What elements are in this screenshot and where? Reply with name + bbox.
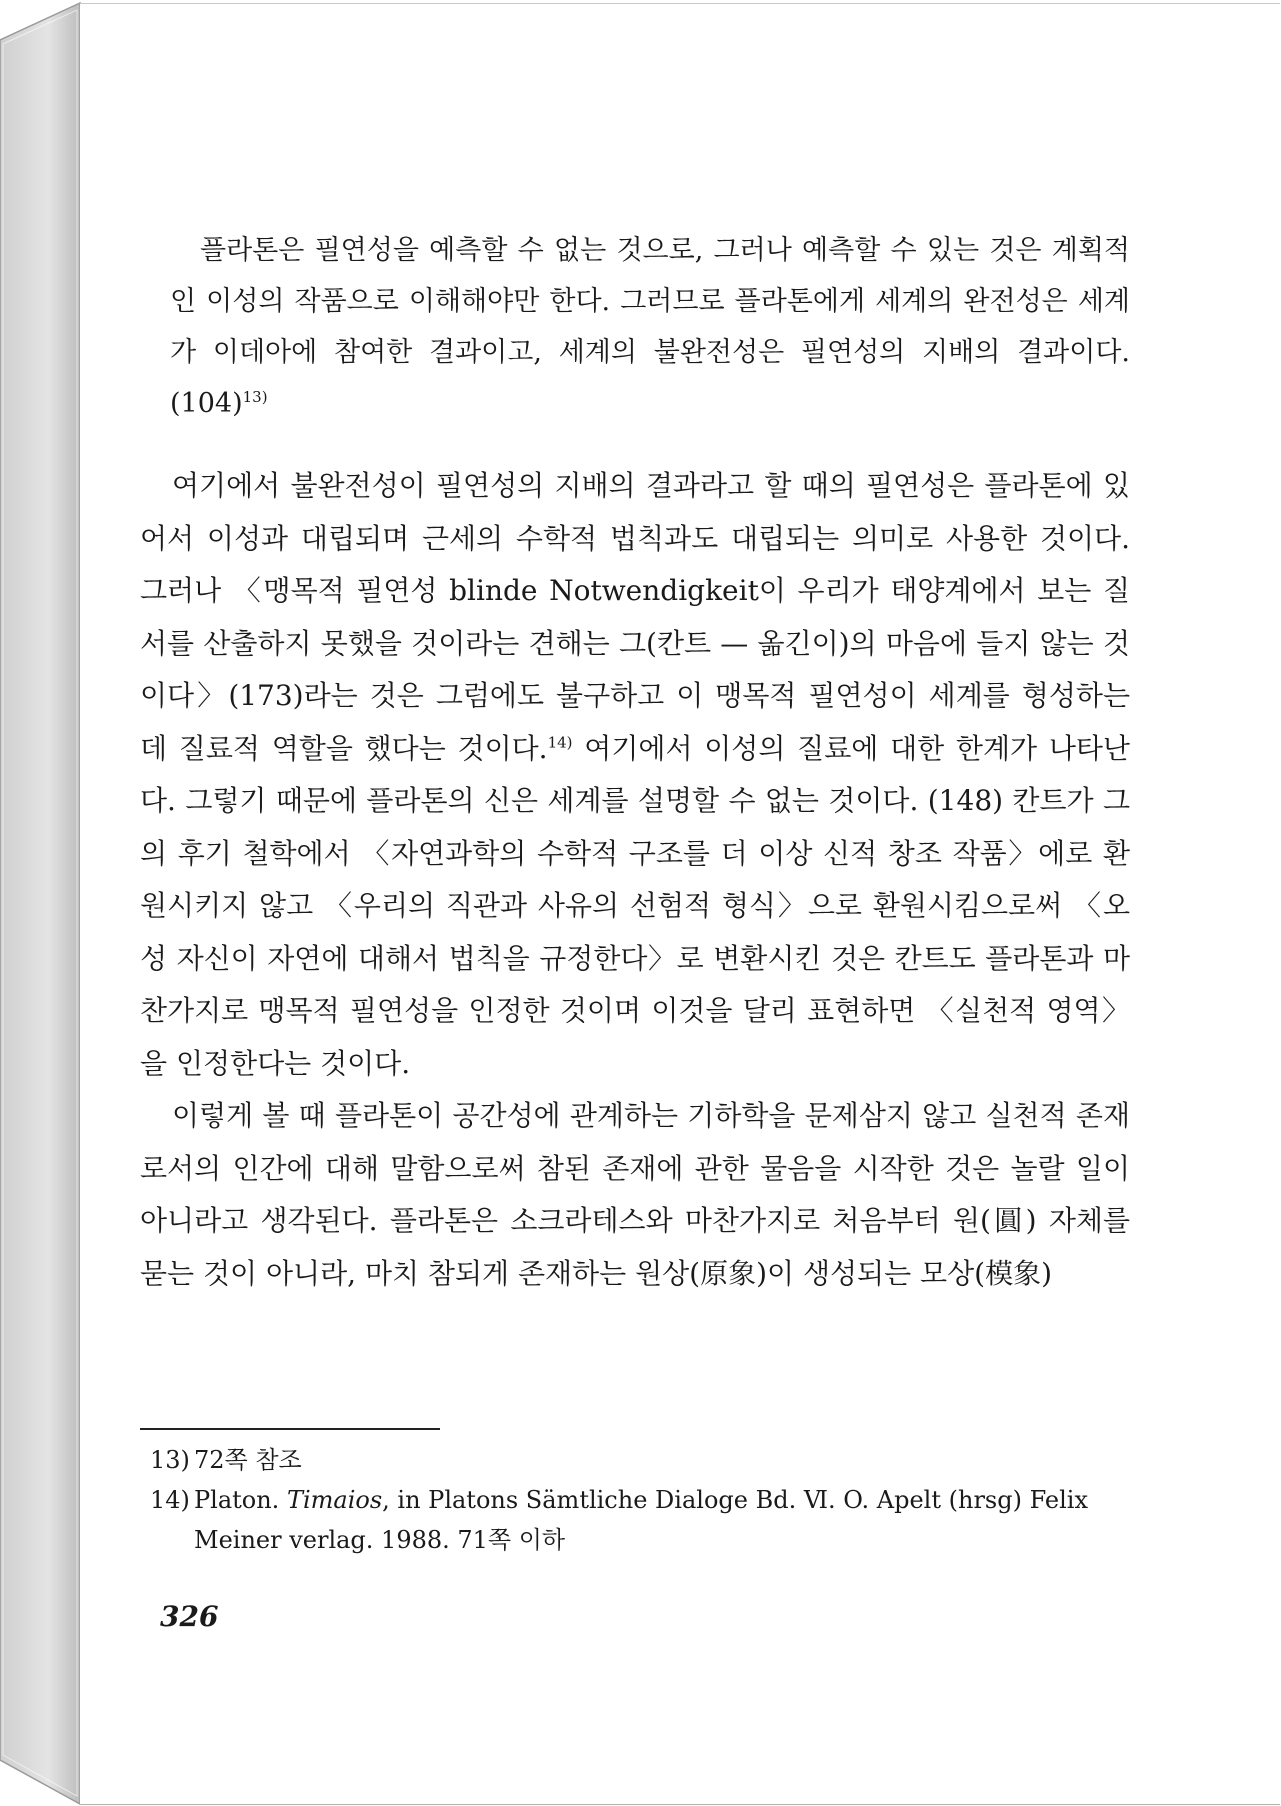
quote-text: 플라톤은 필연성을 예측할 수 없는 것으로, 그러나 예측할 수 있는 것은 계획적인 이성의 작품으로 이해해야만 한다. 그러므로 플라톤에게 세계의 완전성은 세계가 이데아에 참여한 결과이고, 세계의 불완전성은 필연성의 지배의 결과이다. (104) [170, 235, 1130, 419]
paragraph [140, 460, 1130, 1090]
page-number: 326 [160, 1600, 219, 1633]
footnotes [150, 1440, 1130, 1560]
footnote-text-pre: Platon. [194, 1486, 287, 1514]
footnote-number: 13) [150, 1446, 190, 1474]
paragraph-1-part-2: 여기에서 이성의 질료에 대한 한계가 나타난다. 그렇기 때문에 플라톤의 신은 세계를 설명할 수 없는 것이다. (148) 칸트가 그의 후기 철학에서 〈자연과학의 수학적 구조를 더 이상 신적 창조 작품〉에로 환원시키지 않고 〈우리의 직관과 사유의 선험적 형식〉으로 환원시킴으로써 〈오성 자신이 자연에 대해서 법칙을 규정한다〉로 변환시킨 것은 칸트도 플라톤과 마찬가지로 맹목적 필연성을 인정한 것이며 이것을 달리 표현하면 〈실천적 영역〉을 인정한다는 것이다. [140, 731, 1130, 1080]
footnote-book-title: Timaios [286, 1486, 383, 1514]
footnote-number: 14) [150, 1486, 190, 1514]
footnote-ref-13: 13) [242, 388, 268, 406]
paragraph-2-text: 이렇게 볼 때 플라톤이 공간성에 관계하는 기하학을 문제삼지 않고 실천적 존재로서의 인간에 대해 말함으로써 참된 존재에 관한 물음을 시작한 것은 놀랄 일이 아니라고 생각된다. 플라톤은 소크라테스와 마찬가지로 처음부터 원(圓) 자체를 묻는 것이 아니라, 마치 참되게 존재하는 원상(原象)이 생성되는 모상(模象) [140, 1099, 1130, 1290]
footnote-14 [150, 1480, 1130, 1560]
footnote-text: 72쪽 참조 [194, 1446, 302, 1474]
body-text [140, 460, 1130, 1300]
block-quote [170, 225, 1130, 429]
paragraph [140, 1090, 1130, 1300]
footnote-divider [140, 1428, 440, 1430]
footnote-13 [150, 1440, 1130, 1480]
paragraph-1-part-1: 여기에서 불완전성이 필연성의 지배의 결과라고 할 때의 필연성은 플라톤에 있어서 이성과 대립되며 근세의 수학적 법칙과도 대립되는 의미로 사용한 것이다. 그러나 〈맹목적 필연성 blinde Notwendigkeit이 우리가 태양계에서 보는 질서를 산출하지 못했을 것이라는 견해는 그(칸트 — 옮긴이)의 마음에 들지 않는 것이다〉(173)라는 것은 그럼에도 불구하고 이 맹목적 필연성이 세계를 형성하는 데 질료적 역할을 했다는 것이다. [140, 469, 1130, 765]
footnote-text-post: , in Platons Sämtliche Dialoge Bd. Ⅵ. O. Apelt (hrsg) Felix Meiner verlag. 1988. 71쪽 이하 [194, 1486, 1089, 1554]
footnote-ref-14: 14) [547, 733, 573, 752]
